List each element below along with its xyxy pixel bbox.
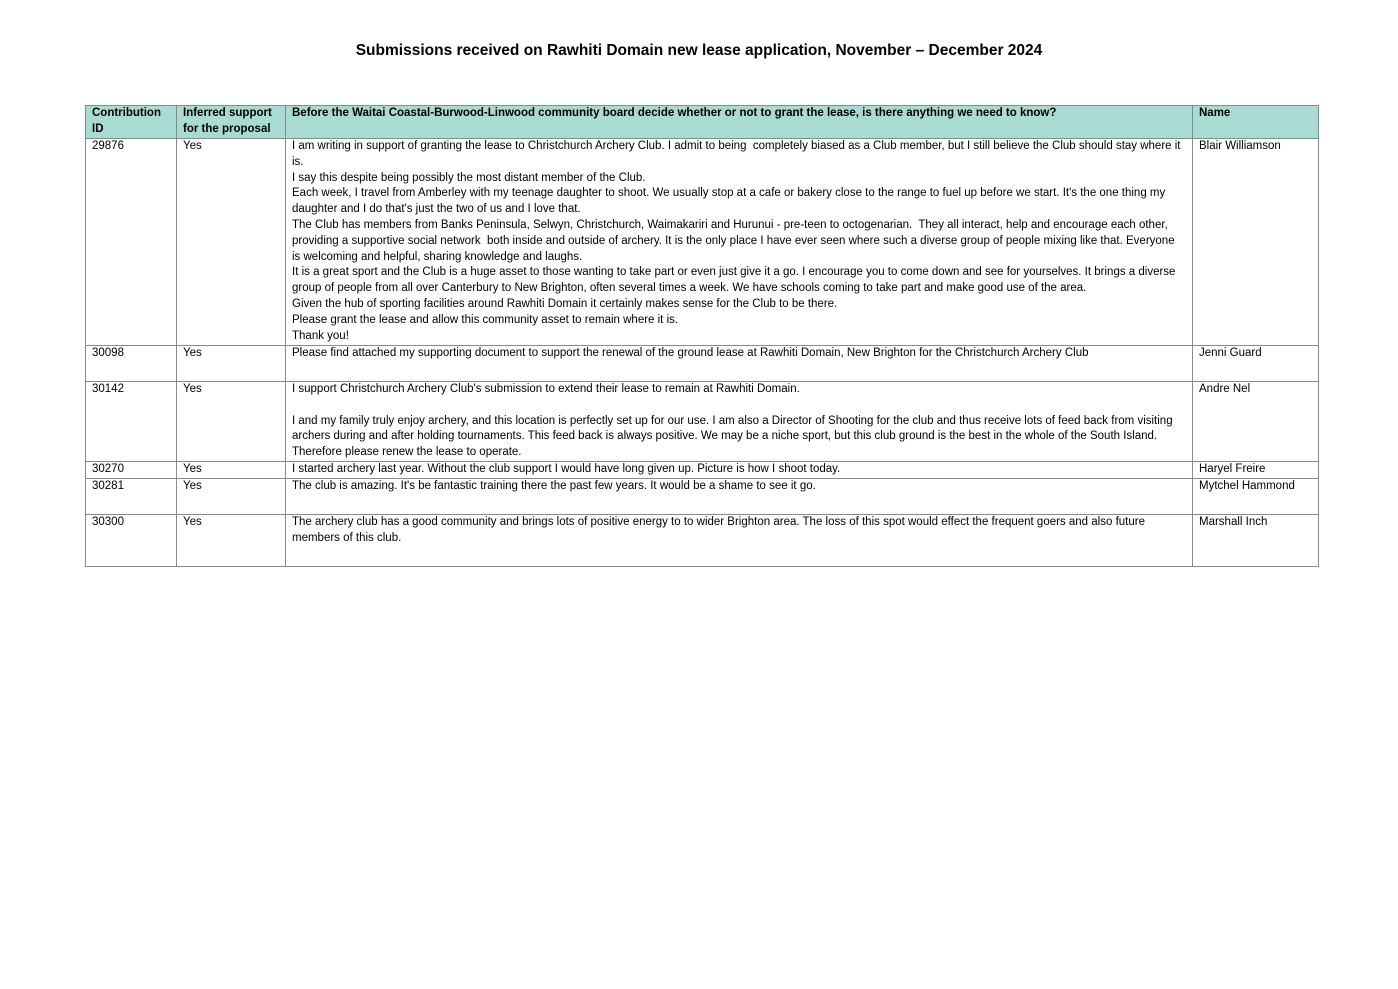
support-cell: Yes (177, 139, 286, 346)
support-cell: Yes (177, 514, 286, 566)
table-row (86, 346, 1319, 382)
table-row (86, 382, 1319, 462)
table-row (86, 139, 1319, 346)
table-row (86, 514, 1319, 566)
contribution-id-cell: 30281 (86, 478, 177, 514)
contribution-id-cell: 30098 (86, 346, 177, 382)
contribution-id-cell: 30142 (86, 382, 177, 462)
table-row (86, 462, 1319, 479)
contribution-id-cell: 29876 (86, 139, 177, 346)
header-contribution-id: Contribution ID (86, 106, 177, 139)
name-cell: Haryel Freire (1193, 462, 1319, 479)
table-row (86, 478, 1319, 514)
support-cell: Yes (177, 382, 286, 462)
response-cell: I support Christchurch Archery Club's submission to extend their lease to remain at Rawhiti Domain. I and my family truly enjoy archery, and this location is perfectly set up for our use. I am also a Director of Shooting for the club and thus receive lots of feed back from visiting archers during and after holding tournaments. This feed back is always positive. We may be a niche sport, but this club ground is the best in the whole of the South Island. Therefore please renew the lease to operate. (286, 382, 1193, 462)
response-cell: I am writing in support of granting the lease to Christchurch Archery Club. I admit to being completely biased as a Club member, but I still believe the Club should stay where it is. I say this despite being possibly the most distant member of the Club. Each week, I travel from Amberley with my teenage daughter to shoot. We usually stop at a cafe or bakery close to the range to fuel up before we start. It's the one thing my daughter and I do that's just the two of us and I love that. The Club has members from Banks Peninsula, Selwyn, Christchurch, Waimakariri and Hurunui - pre-teen to octogenarian. They all interact, help and encourage each other, providing a supportive social network both inside and outside of archery. It is the only place I have ever seen where such a diverse group of people mixing like that. Everyone is welcoming and helpful, sharing knowledge and laughs. It is a great sport and the Club is a huge asset to those wanting to take part or even just give it a go. I encourage you to come down and see for yourselves. It brings a diverse group of people from all over Canterbury to New Brighton, often several times a week. We have schools coming to take part and make good use of the area. Given the hub of sporting facilities around Rawhiti Domain it certainly makes sense for the Club to be there. Please grant the lease and allow this community asset to remain where it is. Thank you! (286, 139, 1193, 346)
name-cell: Marshall Inch (1193, 514, 1319, 566)
header-name: Name (1193, 106, 1319, 139)
header-inferred-support: Inferred support for the proposal (177, 106, 286, 139)
header-response-question: Before the Waitai Coastal-Burwood-Linwood community board decide whether or not to grant the lease, is there anything we need to know? (286, 106, 1193, 139)
support-cell: Yes (177, 346, 286, 382)
submissions-table (85, 105, 1319, 567)
response-cell: The archery club has a good community and brings lots of positive energy to to wider Brighton area. The loss of this spot would effect the frequent goers and also future members of this club. (286, 514, 1193, 566)
name-cell: Mytchel Hammond (1193, 478, 1319, 514)
table-header-row (86, 106, 1319, 139)
name-cell: Jenni Guard (1193, 346, 1319, 382)
support-cell: Yes (177, 478, 286, 514)
name-cell: Andre Nel (1193, 382, 1319, 462)
name-cell: Blair Williamson (1193, 139, 1319, 346)
contribution-id-cell: 30270 (86, 462, 177, 479)
support-cell: Yes (177, 462, 286, 479)
response-cell: Please find attached my supporting document to support the renewal of the ground lease at Rawhiti Domain, New Brighton for the Christchurch Archery Club (286, 346, 1193, 382)
page-title: Submissions received on Rawhiti Domain new lease application, November – December 2024 (355, 42, 1043, 59)
contribution-id-cell: 30300 (86, 514, 177, 566)
response-cell: I started archery last year. Without the club support I would have long given up. Picture is how I shoot today. (286, 462, 1193, 479)
response-cell: The club is amazing. It's be fantastic training there the past few years. It would be a shame to see it go. (286, 478, 1193, 514)
